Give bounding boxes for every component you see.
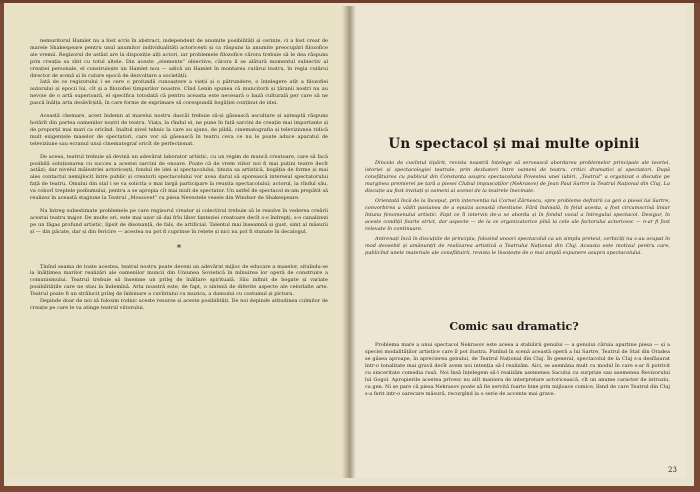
right-page-section-text — [365, 342, 670, 398]
page-number: 23 — [668, 466, 677, 474]
left-paragraph-6: Ținînd seama de toate acestea, teatrul nostru poate deveni un adevărat mijloc de educare a maselor, situîndu-se la înălțimea marilor realizări ale oamenilor muncii din Uniunea Sovietică în mînuirea lor operă de construire a comunismului. Teatrul trebuie să însemne un prilej de înălțare spirituală. Său infinit de bogate și variate posibilitățile care ne stau la îndemînă. Arta noastră este, de fapt, o sinteză de diferite aspecte ale celorlalte arte. Teatrul poate fi un strălucit prilej de îmbinare a cuvîntului cu muzica, a dansului cu costumul și pictura. — [30, 263, 328, 298]
intro-paragraph-3: Antrenați încă în discuțiile de principiu, folosind unoori spectacolul ca un simplu pretext, cerbiciți nu s-au ocupat în mod deosebit și amănunțit de realizarea artistică a Teatrului Național din Cluj. Aceasta este motivul pentru care, publicînd unele materiale ale consfătuirii, revista le însoțește de o mai amplă expunere asupra spectacolului. — [365, 236, 670, 256]
section-paragraph-1: Problema mare a unui spectacol Nekrasov este aceea a stabilirii genului — a genului căruia aparține piesa — și a speciei modalităților artistice care îl pot ilustra. Punînd în scenă această operă a lui Sartre, Teatrul de Stat din Oradea se găsea aproape, în aprecierea genului, de Teatrul Național din Cluj. În general, spectacolul de la Cluj s-a desfășurat într-o tonalitate mai gravă decît avem noi intenția să-l realizăm. Aici, se asemăna mult cu modul în care s-ar fi potrivit cu sinceritate comedia rusă. Noi însă înțelegem să-l realizăm asemenea Sacului cu surprize sau asemenea Revizorului lui Gogol. Apropierile acestea privesc nu atît maniera de interpretare actoricească, cît un anume caracter de intruziu, ca gen. Ni se pare că piesa Nekrasov poate să fie servită foarte bine prin mijloace comice, lîsnd de care Teatrul din Cluj s-a ferit intr-o oarecare măsură, recurgînd la o serie de accente mai grave. — [365, 342, 670, 398]
left-paragraph-4: De aceea, teatrul trebuie să devină un adevărat laborator artistic, cu un regim de muncă creatoare, care să facă posibilă soluționarea cu succes a acestei sarcini de onoare. Poate că de vrem viitor noi fi mai puțini teatre decît astăzi; dar nivelul măiestriei actoricești, fondul de idei al spectacolului, ținuta sa artistică, bogăția de forme și mai ales contactul nemijlocit între public și creatorii spectacolului vor avea darul să sporească interesul spectatorului față de teatru. Omului din stal i se va solicita o mai largă participare la reușita spectacolului; actorul, la rîndul său, va coborî treptele podiumului, pentru a se apropia cît mai mult de spectator. Un astfel de spectacol m-am prepătit să realizez în această stagiune la Teatrul „Mossovet” cu piesa Nevestele vesele din Windsor de Shakespeare. — [30, 153, 328, 202]
left-paragraph-5: Nu întreg subestimate problemele pe care regizorul creator și colectivul trebuie să le rezolve în vederea creării acestui teatru major. De multe ori, este mai ușor să dai frîu liber fanteziei creatoare decît s-o îndrepți, s-o canalizezi pe un făgaș profund artistic, lipsit de disonanță, de fals, de artificial. Talentul mai înseamnă și gust, simț al măsurii și — din păcate, dar și din fericire — acestea nu pot fi cuprinse în rețete și nici nu pot fi stunate în decalogul. — [30, 207, 328, 235]
section-separator: * — [176, 243, 182, 254]
right-page-intro — [365, 160, 670, 257]
left-paragraph-3: Această chemare, acest îndemn al marelui nostru dascăl trebuie să-și găsească ascultare și așteaptă răspuns hotărît din partea oamenilor noștri de teatru. Viața, la rîndul ei, ne pune în față sarcini de creație mai importante și de proporții mai mari ca oricînd. Inaltul nivel tehnic la care au ajuns, de pildă, cinematografia și televiziunea ridică mult exigențele maselor de spectatori, care vor să găsească în teatru ceva ce nu le poate aduce aparatul de televiziune sau ecranul unui cinematograf oricît de perfecționat. — [30, 113, 328, 147]
left-paragraph-7: Depinde doar de noi să folosim rodnic aceste resurse și aceste posibilități. De noi depinde atitudinea culmilor de creație pe care le va atinge teatrul viitorului. — [30, 298, 328, 311]
left-page-text — [30, 38, 328, 312]
intro-paragraph-1: Dincolo de cuvîntul tipărit, revista noastră înțelege să servească abordarea problemelor principale ale teoriei, istoriei și spectacologiei teatrale, prin dezbateri între oameni de teatru, critici dramatici și spectatori. După consfătuirea cu publicul din Constanța asupra spectacolului Povestea unei iubiri, „Teatrul” a organizat o discuție pe marginea premierei pe țară a piesei Clubul impușcaților (Nekrasov) de Jean Paul Sartre la Teatrul Național din Cluj. La discuție au fost invitați și oameni ai scenei de la teatrele înecinate. — [365, 160, 670, 194]
book-gutter — [342, 6, 356, 478]
intro-paragraph-2: Orientată încă de la început, prin intervenția lui Cornel Zărnescu, spre probleme definirii ca gen a pieseí lui Sartre, convorbirea a vădit pasiunea de a epuiza această chestiune. Fără îndoială, în felul acesta, a fost circumscrisă liniar întuna fenomenului artistic. Fapt ce îl intervin de-a se aborda și în fondul vocal a întregului spectacol. Desigur, în aceste condiții foarte strict, dar aspecte — de la ce organizatorice pînă la cele ale factorului actoricesc — n-ar fi fost relevate în continuare. — [365, 198, 670, 232]
section-subtitle: Comic sau dramatic? — [449, 320, 579, 333]
left-paragraph-1: nemuritorul Hamlet nu a fost scris în abstract, independent de anumite posibilități și cerințe, ci a fost creat de marele Shakespeare pentru unul anumitor individualități actoricești și ca răspuns la anumite preocupări filozofice ale vremii. Regizorul de astăzi are la dispoziție alți actori, iar problemele filozofice cărora trebuie să le dea răspuns prin creația sa sînt cu totul altele. Din aceste „elemente” obiective, cărora li se alătură momentul subiectiv al creației personale, el construiește un Hamlet nou — adică un Hamlet în montarea cutărui teatru, în regia cutărui director de scenă și în cutare epocă de dezvoltare a societății. — [30, 38, 328, 79]
left-paragraph-2: Iată de ce regizorului i se cere o profundă cunoaștere a vieții și o pătrundere, o înțelegere atît a filozofiei autorului și epocii lui, cît și a filozofiei timpurilor noastre. Cînd Lenin spunea că muncitorii și țăranii nostri nu au nevoie de o artă superioară, el specifica totodată că pentru aceasta este necesară o bază culturală per care să ne pască înălța arta desăvîrșită, în care forme de exprimare să corespundă bogăției conținut de idei. — [30, 79, 328, 107]
article-title: Un spectacol și mai multe opinii — [388, 136, 640, 152]
